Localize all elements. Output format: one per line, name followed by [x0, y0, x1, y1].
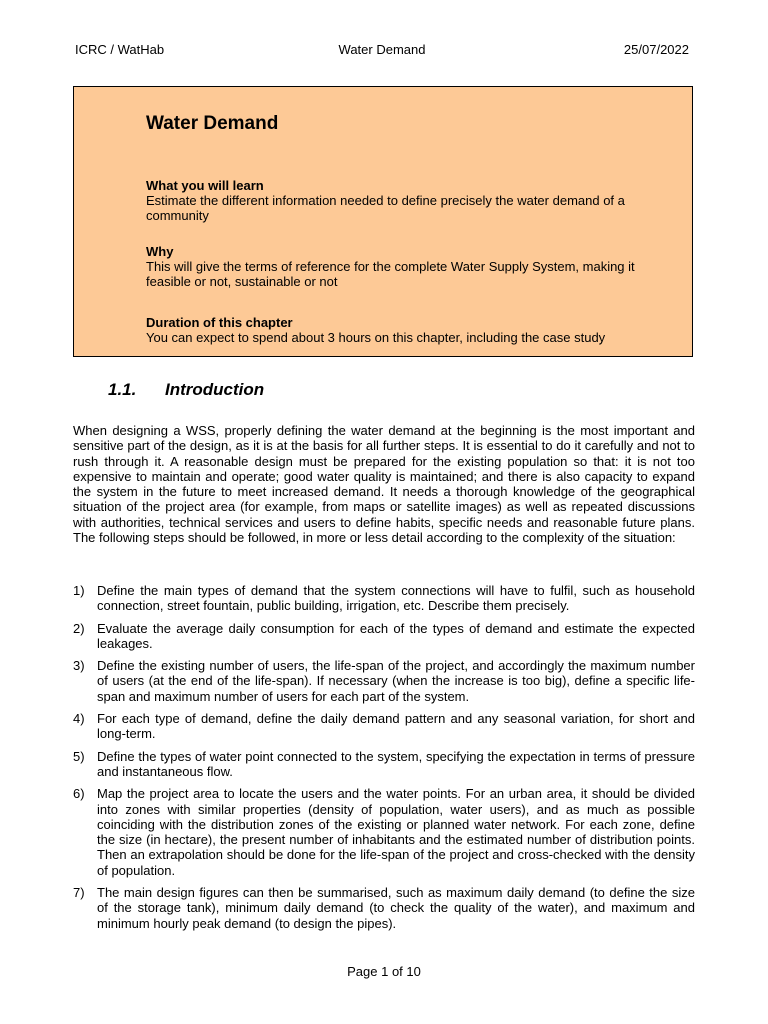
step-number: 2) — [73, 620, 85, 636]
list-item — [73, 711, 695, 742]
duration-section — [146, 315, 676, 345]
why-section — [146, 244, 676, 289]
list-item — [73, 583, 695, 614]
page-header — [75, 42, 689, 60]
list-item — [73, 621, 695, 652]
chapter-title: Water Demand — [146, 113, 279, 134]
header-center: Water Demand — [338, 42, 426, 57]
section-heading — [108, 380, 264, 400]
why-heading: Why — [146, 244, 174, 259]
list-item — [73, 885, 695, 931]
step-text: Define the existing number of users, the life-span of the project, and accordingly the maximum number of users (at the end of the life-span). If necessary (when the increase is too big), define a specific life-span and maximum number of users for each part of the system. — [97, 658, 695, 704]
steps-list — [73, 583, 695, 938]
section-title: Introduction — [165, 380, 265, 399]
page-footer: Page 1 of 10 — [347, 964, 421, 979]
step-number: 7) — [73, 885, 85, 901]
step-number: 4) — [73, 711, 85, 727]
step-text: Define the types of water point connected to the system, specifying the expectation in terms of pressure and instantaneous flow. — [97, 748, 695, 779]
step-number: 5) — [73, 748, 85, 764]
duration-text: You can expect to spend about 3 hours on this chapter, including the case study — [146, 330, 606, 345]
step-number: 3) — [73, 658, 85, 674]
header-date: 25/07/2022 — [623, 42, 689, 57]
step-number: 1) — [73, 583, 85, 598]
list-item — [73, 749, 695, 780]
learn-heading: What you will learn — [146, 178, 264, 193]
header-left: ICRC / WatHab — [75, 42, 165, 57]
learn-section — [146, 178, 676, 223]
section-number: 1.1. — [108, 380, 137, 399]
duration-heading: Duration of this chapter — [146, 315, 293, 330]
list-item — [73, 786, 695, 878]
list-item — [73, 658, 695, 704]
chapter-summary-box — [73, 86, 693, 357]
intro-paragraph: When designing a WSS, properly defining the water demand at the beginning is the most important and sensitive part of the design, as it is at the basis for all further steps. It is essential to do it carefully and not to rush through it. A reasonable design must be prepared for the existing population so that: it is not too expensive to maintain and operate; good water quality is maintained; and there is also capacity to expand the system in the future to meet increased demand. It needs a thorough knowledge of the geographical situation of the project area (for example, from maps or satellite images) as well as repeated discussions with authorities, technical services and users to define habits, specific needs and reasonable future plans. The following steps should be followed, in more or less detail according to the complexity of the situation: — [73, 423, 695, 546]
learn-text: Estimate the different information needed to define precisely the water demand of a community — [146, 193, 625, 223]
step-text: Map the project area to locate the users and the water points. For an urban area, it should be divided into zones with similar properties (density of population, water users), and as much as possible coinciding with the distribution zones of the existing or planned water network. For each zone, define the size (in hectare), the present number of inhabitants and the estimated number of distribution points. Then an extrapolation should be done for the life-span of the project and cross-checked with the density of population. — [97, 786, 695, 878]
step-text: Evaluate the average daily consumption for each of the types of demand and estimate the expected leakages. — [97, 620, 695, 651]
step-text: Define the main types of demand that the system connections will have to fulfil, such as household connection, street fountain, public building, irrigation, etc. Describe them precisely. — [97, 583, 695, 614]
step-number: 6) — [73, 786, 85, 802]
why-text: This will give the terms of reference for the complete Water Supply System, making it feasible or not, sustainable or not — [146, 259, 635, 289]
step-text: For each type of demand, define the daily demand pattern and any seasonal variation, for short and long-term. — [97, 711, 695, 742]
step-text: The main design figures can then be summarised, such as maximum daily demand (to define the size of the storage tank), minimum daily demand (to check the quality of the water), and maximum and minimum hourly peak demand (to design the pipes). — [97, 885, 695, 931]
